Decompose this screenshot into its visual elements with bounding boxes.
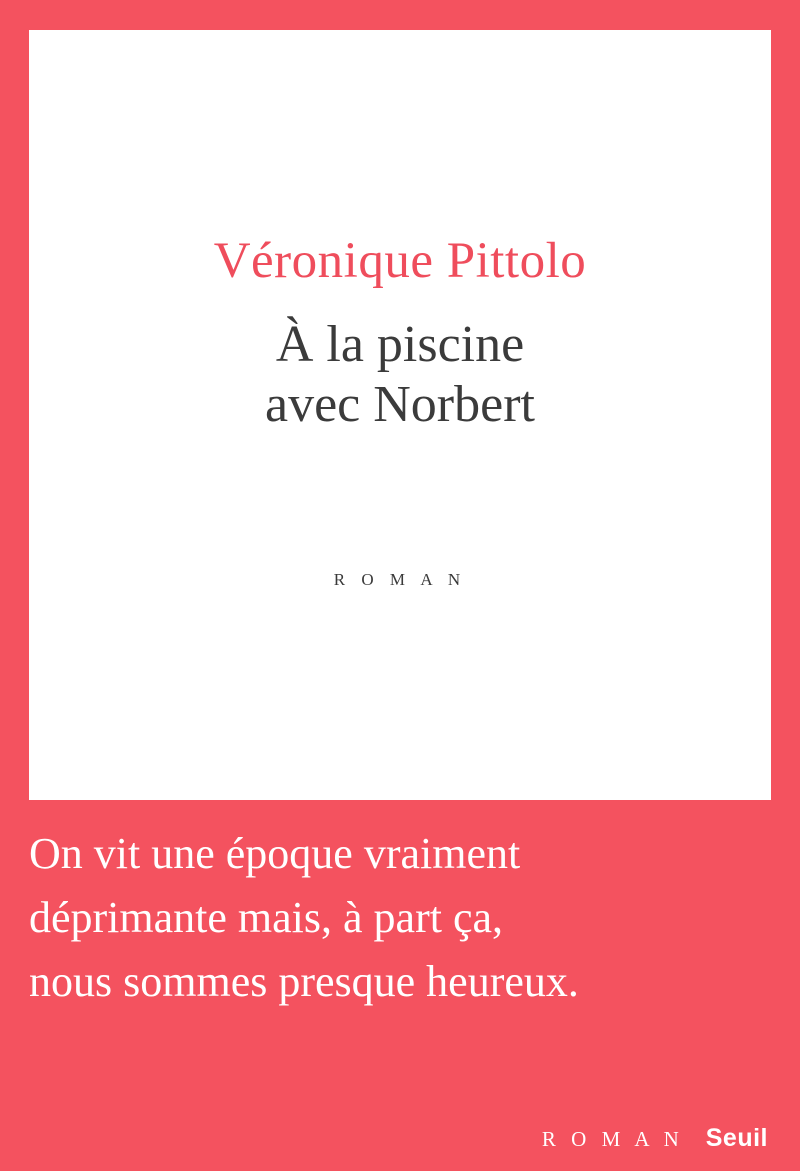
book-title-line-2: avec Norbert	[265, 376, 535, 433]
cover-quote	[29, 822, 773, 1014]
genre-label: R O M A N	[333, 570, 467, 589]
book-title	[29, 315, 771, 435]
cover-quote-line-3: nous sommes presque heureux.	[29, 957, 579, 1006]
author-name: Véronique Pittolo	[213, 233, 587, 289]
cover-footer	[542, 1124, 768, 1153]
footer-genre-label: R O M A N	[541, 1127, 684, 1151]
title-panel	[29, 30, 771, 800]
cover-quote-line-1: On vit une époque vraiment	[29, 829, 521, 878]
cover-quote-line-2: déprimante mais, à part ça,	[29, 893, 504, 942]
publisher-name: Seuil	[705, 1124, 768, 1152]
book-title-line-1: À la piscine	[275, 316, 525, 373]
